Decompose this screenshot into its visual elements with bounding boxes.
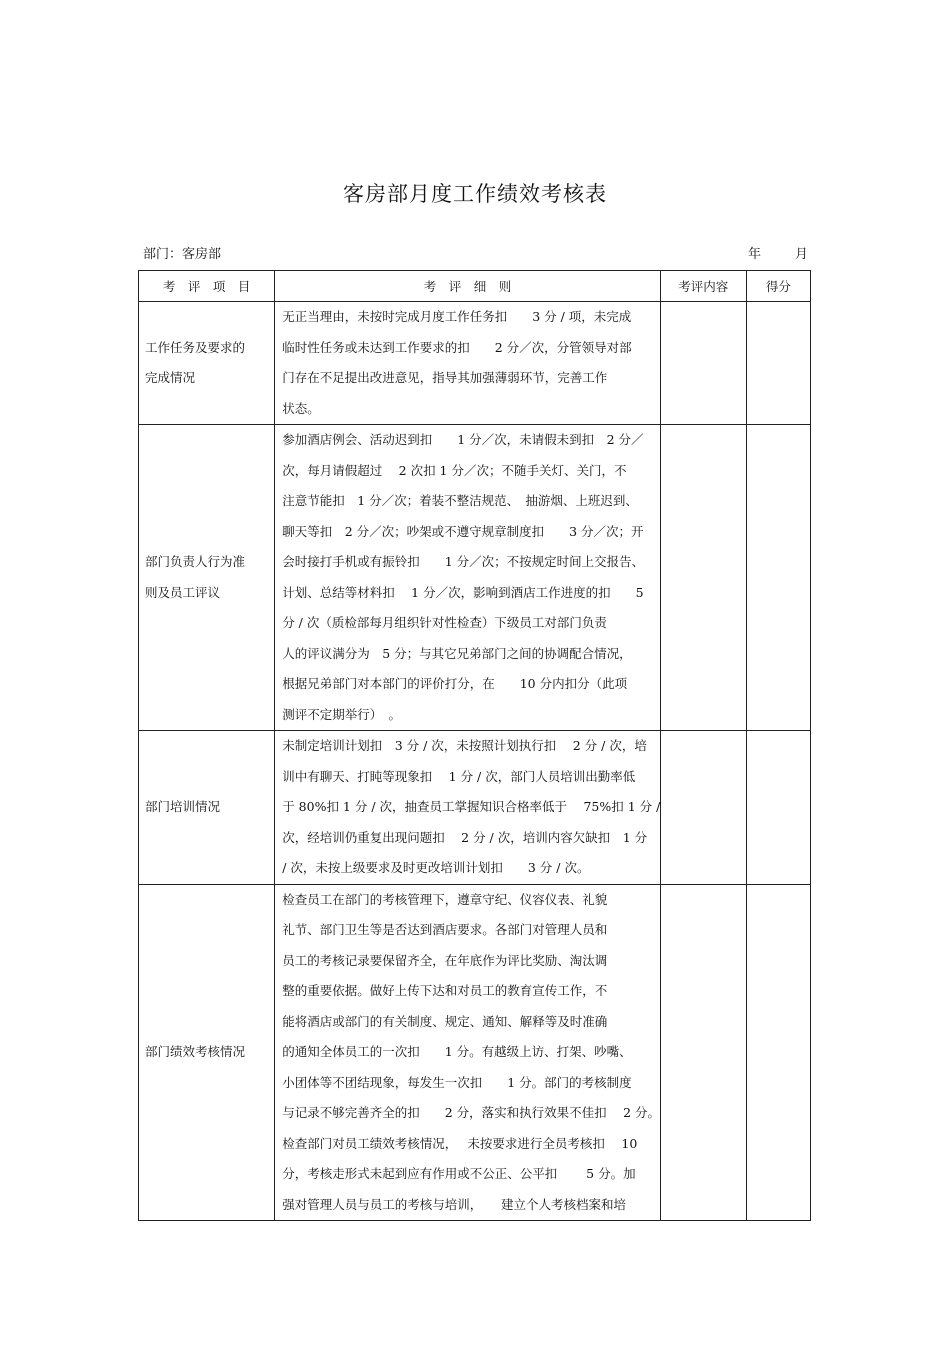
detail-line: 临时性任务或未达到工作要求的扣 2 分／次，分管领导对部 (282, 339, 632, 355)
content-cell[interactable] (660, 731, 746, 885)
detail-line: 与记录不够完善齐全的扣 2 分，落实和执行效果不佳扣 2 分。 (282, 1105, 661, 1120)
detail-line: 小团体等不团结现象，每发生一次扣 1 分。部门的考核制度 (282, 1074, 632, 1090)
detail-line: 未制定培训计划扣 3 分 / 次，未按照计划执行扣 2 分 / 次，培 (282, 738, 647, 753)
detail-line: 检查员工在部门的考核管理下，遵章守纪、仪容仪表、礼貌 (282, 891, 608, 907)
score-cell[interactable] (746, 302, 810, 425)
item-line: 工作任务及要求的 (145, 339, 246, 355)
detail-line: 无正当理由，未按时完成月度工作任务扣 3 分 / 项，未完成 (282, 309, 632, 324)
content-cell[interactable] (660, 884, 746, 1221)
detail-line: 根据兄弟部门对本部门的评价打分，在 10 分内扣分（此项 (282, 676, 628, 691)
detail-line: 能将酒店或部门的有关制度、规定、通知、解释等及时准确 (282, 1013, 608, 1029)
department-label: 部门：客房部 (143, 247, 222, 262)
row-detail-cell (275, 884, 661, 1221)
header-detail: 考 评 细 则 (275, 271, 661, 302)
item-line: 部门培训情况 (145, 799, 221, 814)
item-line: 部门绩效考核情况 (145, 1044, 246, 1059)
detail-line: 注意节能扣 1 分／次；着装不整洁规范、 抽游烟、上班迟到、 (282, 493, 638, 508)
content-cell[interactable] (660, 425, 746, 731)
detail-line: 礼节、部门卫生等是否达到酒店要求。各部门对管理人员和 (282, 922, 608, 937)
detail-line: 参加酒店例会、活动迟到扣 1 分／次，未请假未到扣 2 分／ (282, 432, 644, 447)
detail-line: 整的重要依据。做好上传下达和对员工的教育宣传工作，不 (282, 983, 608, 998)
detail-line: 分，考核走形式未起到应有作用或不公正、公平扣 5 分。加 (282, 1166, 636, 1181)
score-cell[interactable] (746, 425, 810, 731)
detail-line: 强对管理人员与员工的考核与培训， 建立个人考核档案和培 (282, 1196, 626, 1212)
appraisal-table (138, 270, 811, 1221)
row-detail-cell (275, 731, 661, 885)
detail-line: / 次，未按上级要求及时更改培训计划扣 3 分 / 次。 (282, 860, 590, 875)
detail-line: 测评不定期举行） 。 (282, 706, 401, 722)
table-row (139, 731, 811, 885)
detail-line: 训中有聊天、打盹等现象扣 1 分 / 次，部门人员培训出勤率低 (282, 768, 636, 784)
month-label: 月 (795, 247, 809, 262)
table-row (139, 425, 811, 731)
content-cell[interactable] (660, 302, 746, 425)
row-item-cell (139, 731, 275, 885)
detail-line: 次，经培训仍重复出现问题扣 2 分 / 次，培训内容欠缺扣 1 分 (282, 829, 648, 845)
detail-line: 次，每月请假超过 2 次扣 1 分／次；不随手关灯、关门，不 (282, 462, 627, 478)
table-row (139, 302, 811, 425)
header-score: 得分 (746, 271, 810, 302)
row-detail-cell (275, 302, 661, 425)
row-item-cell (139, 302, 275, 425)
detail-line: 计划、总结等材料扣 1 分／次，影响到酒店工作进度的扣 5 (282, 584, 644, 600)
detail-line: 员工的考核记录要保留齐全，在年底作为评比奖励、淘汰调 (282, 952, 608, 968)
detail-line: 于 80%扣 1 分 / 次，抽查员工掌握知识合格率低于 75%扣 1 分 / (282, 799, 661, 814)
detail-line: 会时接打手机或有振铃扣 1 分／次；不按规定时间上交报告、 (282, 554, 645, 569)
date-fields (748, 243, 808, 262)
detail-line: 的通知全体员工的一次扣 1 分。有越级上访、打架、吵嘴、 (282, 1044, 632, 1059)
item-line: 部门负责人行为准 (145, 554, 246, 569)
detail-line: 分 / 次（质检部每月组织针对性检查）下级员工对部门负责 (282, 615, 607, 630)
table-header-row (139, 271, 811, 302)
detail-line: 检查部门对员工绩效考核情况， 未按要求进行全员考核扣 10 (282, 1135, 638, 1151)
detail-line: 人的评议满分为 5 分；与其它兄弟部门之间的协调配合情况， (282, 645, 632, 661)
header-item: 考 评 项 目 (139, 271, 275, 302)
detail-line: 门存在不足提出改进意见，指导其加强薄弱环节，完善工作 (282, 370, 608, 385)
year-label: 年 (748, 247, 762, 262)
detail-line: 状态。 (282, 400, 320, 416)
item-line: 则及员工评议 (145, 584, 221, 600)
detail-line: 聊天等扣 2 分／次；吵架或不遵守规章制度扣 3 分／次；开 (282, 523, 644, 539)
row-item-cell (139, 884, 275, 1221)
score-cell[interactable] (746, 731, 810, 885)
row-item-cell (139, 425, 275, 731)
table-row (139, 884, 811, 1221)
header-content: 考评内容 (660, 271, 746, 302)
row-detail-cell (275, 425, 661, 731)
page-title: 客房部月度工作绩效考核表 (343, 182, 607, 206)
score-cell[interactable] (746, 884, 810, 1221)
item-line: 完成情况 (145, 370, 196, 385)
